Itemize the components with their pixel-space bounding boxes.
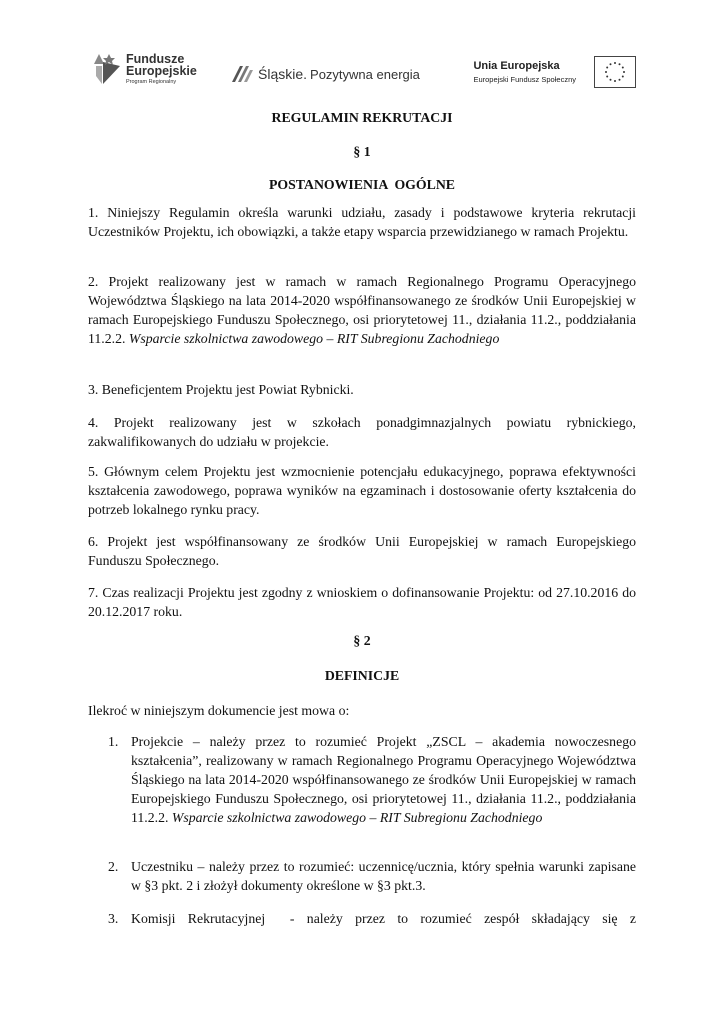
star-flag-icon bbox=[94, 52, 120, 86]
section1-paragraph-5: 5. Głównym celem Projektu jest wzmocnienie potencjału edukacyjnego, poprawa efektywności kształcenia zawodowego, poprawa wyników na egzaminach i dostosowanie oferty kształcenia do potrzeb lokalnego rynku pracy. bbox=[88, 464, 636, 517]
fe-line1: Fundusze bbox=[126, 51, 185, 66]
section1-paragraph-2 bbox=[88, 272, 636, 348]
fundusze-europejskie-logo bbox=[94, 52, 197, 86]
definition-item-3 bbox=[108, 909, 636, 928]
section1-paragraph-4: 4. Projekt realizowany jest w szkołach ponadgimnazjalnych powiatu rybnickiego, zakwalifikowanych do udziału w projekcie. bbox=[88, 415, 636, 449]
logo-bar bbox=[88, 44, 636, 106]
section1-paragraph-7: 7. Czas realizacji Projektu jest zgodny z wnioskiem o dofinansowanie Projektu: od 27.10.2016 do 20.12.2017 roku. bbox=[88, 585, 636, 619]
document-title: REGULAMIN REKRUTACJI bbox=[271, 110, 453, 125]
definition-item-1 bbox=[108, 732, 636, 827]
section1-paragraph-3: 3. Beneficjentem Projektu jest Powiat Rybnicki. bbox=[88, 382, 354, 397]
paragraph-2-italic: Wsparcie szkolnictwa zawodowego – RIT Subregionu Zachodniego bbox=[128, 331, 500, 346]
definition-number: 2. bbox=[108, 859, 119, 874]
definition-italic: Wsparcie szkolnictwa zawodowego – RIT Subregionu Zachodniego bbox=[171, 810, 543, 825]
section1-paragraph-6: 6. Projekt jest współfinansowany ze środków Unii Europejskiej w ramach Europejskiego Funduszu Społecznego. bbox=[88, 534, 636, 568]
slaskie-tagline: Pozytywna energia bbox=[310, 66, 420, 82]
definition-text: Uczestniku – należy przez to rozumieć: uczennicę/ucznia, który spełnia warunki zapisane w §3 pkt. 2 i złożył dokumenty określone w §3 pkt.3. bbox=[131, 859, 636, 893]
paragraph-2-text: 2. Projekt realizowany jest w ramach w ramach Regionalnego Programu Operacyjnego Województwa Śląskiego na lata 2014-2020 współfinansowanego ze środków Unii Europejskiej w ramach Europejskiego Funduszu Społecznego, osi priorytetowej 11., działania 11.2., poddziałania 11.2.2. bbox=[88, 274, 636, 346]
section1-number: § 1 bbox=[353, 144, 371, 159]
section2-number: § 2 bbox=[353, 633, 371, 648]
definition-number: 1. bbox=[108, 734, 119, 749]
eu-line1: Unia Europejska bbox=[473, 60, 560, 72]
section1-paragraph-1: 1. Niniejszy Regulamin określa warunki udziału, zasady i podstawowe kryteria rekrutacji Uczestników Projektu, ich obowiązki, a także etapy wsparcia przewidzianego w ramach Projektu. bbox=[88, 205, 636, 239]
slaskie-name: Śląskie. bbox=[258, 66, 308, 82]
slaskie-wave-icon bbox=[230, 64, 254, 84]
slaskie-logo bbox=[230, 64, 420, 84]
eu-flag-icon bbox=[594, 56, 636, 88]
section1-heading: POSTANOWIENIA OGÓLNE bbox=[268, 177, 456, 192]
definition-text: Komisji Rekrutacyjnej - należy przez to rozumieć zespół składający się z bbox=[131, 911, 636, 926]
eu-logo bbox=[473, 56, 636, 88]
definition-item-2 bbox=[108, 857, 636, 895]
definition-number: 3. bbox=[108, 911, 119, 926]
section2-heading: DEFINICJE bbox=[324, 668, 400, 683]
definition-text: Projekcie – należy przez to rozumieć Projekt „ZSCL – akademia nowoczesnego kształcenia”, realizowany w ramach Regionalnego Programu Operacyjnego Województwa Śląskiego na lata 2014-2020 współfinansowanego ze środków Unii Europejskiej w ramach Europejskiego Funduszu Społecznego, osi priorytetowej 11., działania 11.2., poddziałania 11.2.2. bbox=[131, 734, 636, 825]
fe-line2: Europejskie bbox=[126, 64, 197, 79]
eu-line2: Europejski Fundusz Społeczny bbox=[473, 75, 576, 84]
fe-line3: Program Regionalny bbox=[126, 78, 177, 85]
section2-intro: Ilekroć w niniejszym dokumencie jest mowa o: bbox=[88, 703, 350, 718]
